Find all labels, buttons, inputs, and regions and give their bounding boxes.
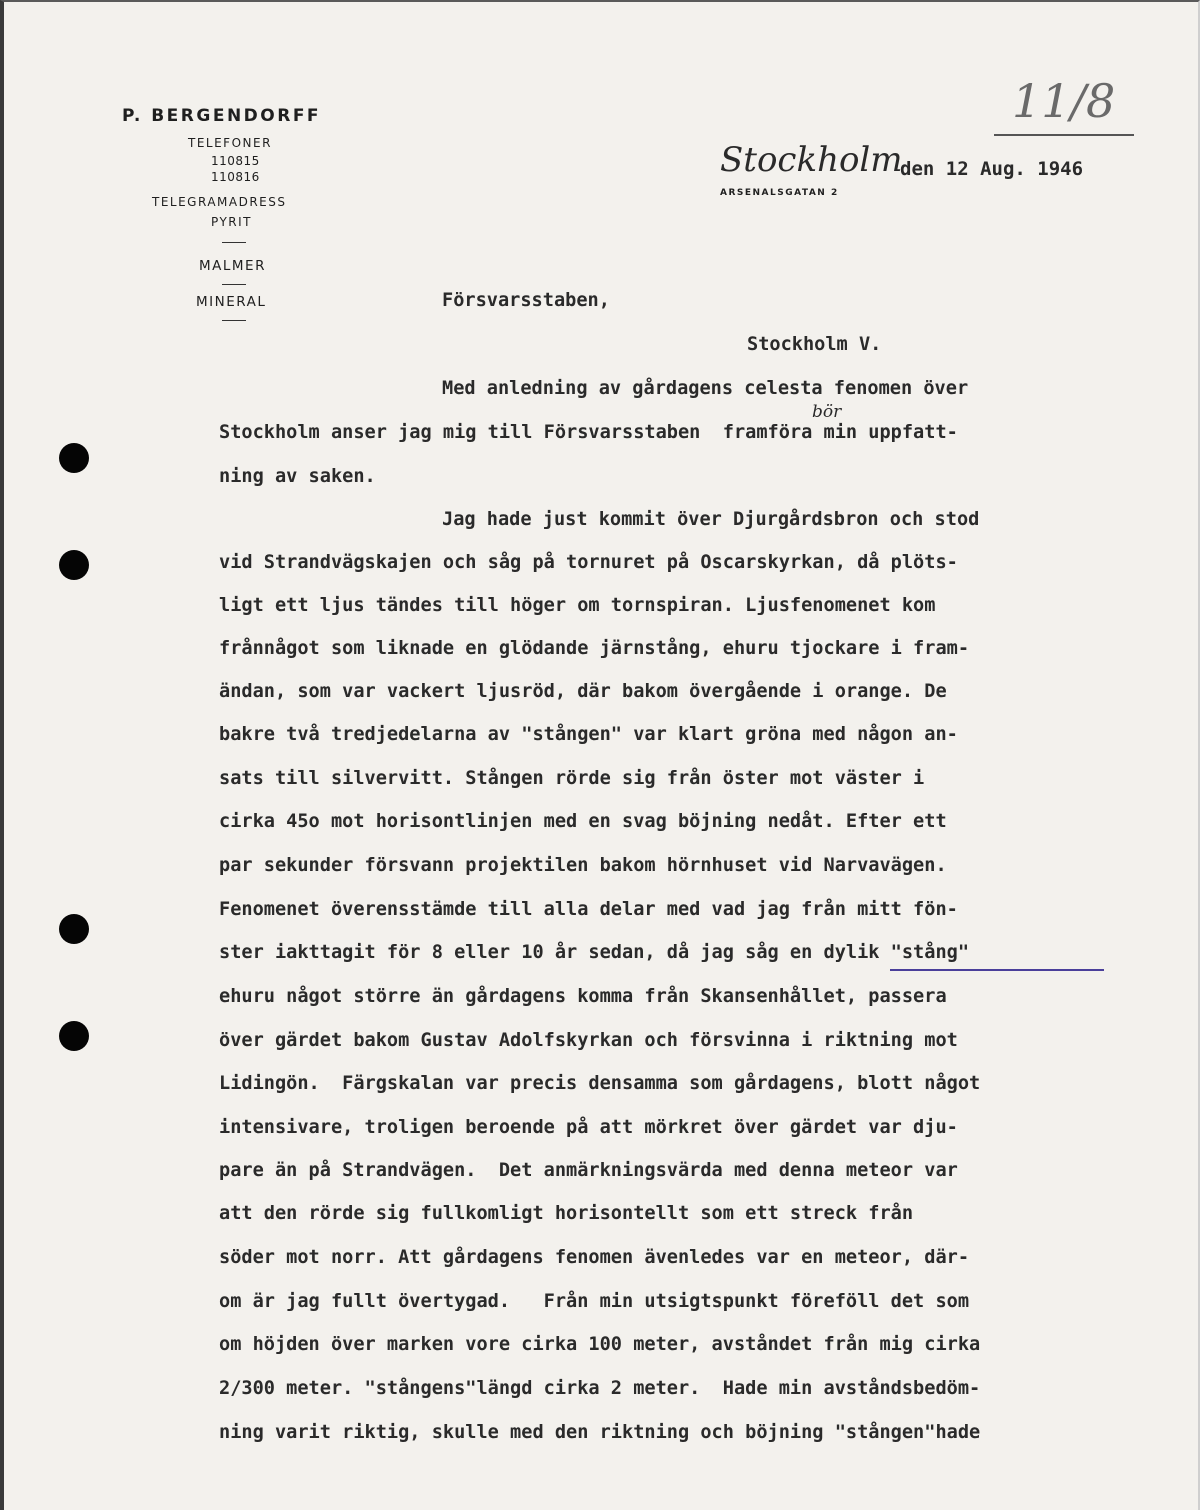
pen-underline [890, 969, 1104, 971]
body-line: om höjden över marken vore cirka 100 meter, avståndet från mig cirka [219, 1334, 981, 1355]
letterhead-phone: 110815 [211, 154, 260, 168]
punch-hole [59, 550, 89, 580]
punch-hole [59, 914, 89, 944]
body-line: intensivare, troligen beroende på att mörkret över gärdet var dju- [219, 1117, 958, 1138]
punch-hole [59, 443, 89, 473]
body-line: cirka 45o mot horisontlinjen med en svag böjning nedåt. Efter ett [219, 811, 947, 832]
body-line: Fenomenet överensstämde till alla delar med vad jag från mitt fön- [219, 899, 958, 920]
street-address: ARSENALSGATAN 2 [720, 188, 839, 198]
letterhead-divider [222, 320, 246, 321]
body-line: ehuru något större än gårdagens komma från Skansenhållet, passera [219, 986, 947, 1007]
body-line: ligt ett ljus tändes till höger om tornspiran. Ljusfenomenet kom [219, 595, 936, 616]
place-signature: Stockholm [720, 140, 903, 180]
body-line: ning av saken. [219, 466, 376, 487]
letter-date: den 12 Aug. 1946 [900, 158, 1084, 180]
recipient-city: Stockholm V. [747, 334, 882, 355]
body-line: ster iakttagit för 8 eller 10 år sedan, då jag såg en dylik "stång" [219, 942, 970, 963]
body-line: Med anledning av gårdagens celesta fenomen över [442, 378, 969, 399]
body-line: Stockholm anser jag mig till Försvarsstaben framföra min uppfatt- [219, 422, 958, 443]
archive-mark-underline [994, 134, 1134, 136]
body-line: frånnågot som liknade en glödande järnstång, ehuru tjockare i fram- [219, 638, 970, 659]
letterhead-telegram-label: TELEGRAMADRESS [152, 195, 287, 209]
punch-hole [59, 1021, 89, 1051]
body-line: ändan, som var vackert ljusröd, där bakom övergående i orange. De [219, 681, 947, 702]
body-line: bakre två tredjedelarna av "stången" var klart gröna med någon an- [219, 724, 958, 745]
letterhead-line: MALMER [199, 258, 266, 274]
letterhead-telefoner-label: TELEFONER [188, 136, 272, 150]
letterhead-phone: 110816 [211, 170, 260, 184]
letterhead-line: MINERAL [196, 294, 267, 310]
body-line: Jag hade just kommit över Djurgårdsbron och stod [442, 509, 980, 530]
body-line: ning varit riktig, skulle med den riktning och böjning "stången"hade [219, 1422, 981, 1443]
letterhead-telegram-address: PYRIT [211, 215, 253, 229]
archive-mark: 11/8 [1012, 74, 1116, 128]
body-line: söder mot norr. Att gårdagens fenomen ävenledes var en meteor, där- [219, 1247, 970, 1268]
handwritten-insertion: bör [812, 402, 842, 422]
letterhead-divider [222, 284, 246, 285]
body-line: Lidingön. Färgskalan var precis densamma som gårdagens, blott något [219, 1073, 981, 1094]
body-line: sats till silvervitt. Stången rörde sig från öster mot väster i [219, 768, 925, 789]
body-line: om är jag fullt övertygad. Från min utsigtspunkt föreföll det som [219, 1291, 970, 1312]
body-line: över gärdet bakom Gustav Adolfskyrkan och försvinna i riktning mot [219, 1030, 958, 1051]
body-line: vid Strandvägskajen och såg på tornuret på Oscarskyrkan, då plöts- [219, 552, 958, 573]
body-line: par sekunder försvann projektilen bakom hörnhuset vid Narvavägen. [219, 855, 947, 876]
body-line: att den rörde sig fullkomligt horisontellt som ett streck från [219, 1203, 914, 1224]
letterhead-name: P. BERGENDORFF [122, 106, 322, 126]
body-line: 2/300 meter. "stångens"längd cirka 2 meter. Hade min avståndsbedöm- [219, 1378, 981, 1399]
letterhead-divider [222, 242, 246, 243]
recipient-name: Försvarsstaben, [442, 290, 610, 311]
body-line: pare än på Strandvägen. Det anmärkningsvärda med denna meteor var [219, 1160, 958, 1181]
